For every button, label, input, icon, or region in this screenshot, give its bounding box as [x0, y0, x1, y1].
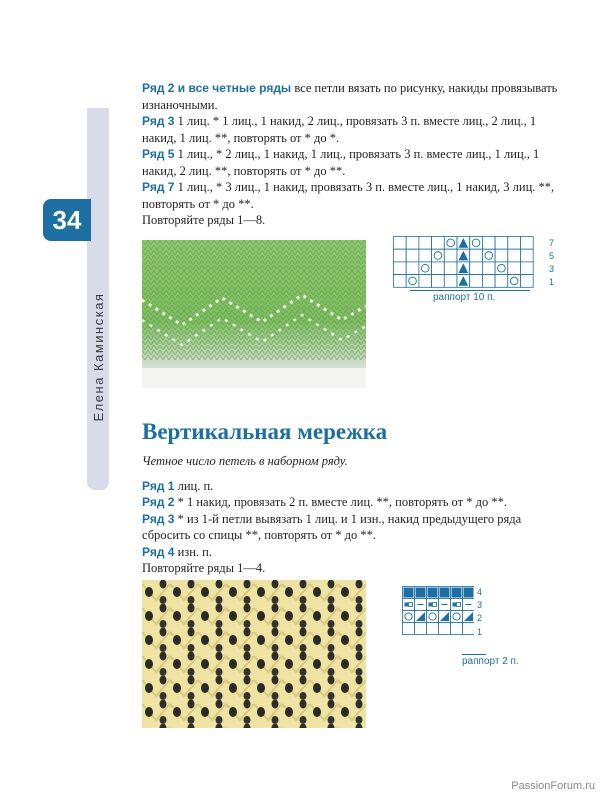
chart-cell — [394, 249, 407, 262]
purl-symbol — [416, 588, 426, 598]
chart-cell — [444, 262, 457, 275]
chart-cell — [444, 249, 457, 262]
repeat-note: Повторяйте ряды 1—8. — [142, 213, 266, 227]
chart-cell — [406, 249, 419, 262]
purl-symbol — [464, 588, 474, 598]
chart-cell — [463, 623, 475, 635]
purl-symbol — [440, 588, 450, 598]
chart-row-number: 3 — [549, 264, 555, 274]
chart-cell — [444, 237, 457, 250]
chart-cell — [482, 275, 495, 288]
chart-cell — [419, 249, 432, 262]
chart-cell — [432, 262, 445, 275]
chart-cell — [451, 623, 463, 635]
chart-row-number: 2 — [477, 613, 483, 623]
chart-cell — [432, 249, 445, 262]
chart-cell — [394, 262, 407, 275]
chart-cell — [470, 262, 483, 275]
chart-cell — [403, 623, 415, 635]
author-label: Елена Каминская — [90, 292, 106, 422]
chart-cell — [521, 275, 534, 288]
chart-cell — [432, 275, 445, 288]
chart-cell — [470, 237, 483, 250]
row-paragraph: Ряд 2 и все четные ряды все петли вязать по рисунку, накиды провязывать изнаночными. — [142, 81, 558, 112]
chart-cell — [419, 262, 432, 275]
rapport-caption: раппорт 10 п. — [433, 292, 496, 303]
knit-purl-symbol — [405, 603, 409, 607]
chart-cell — [406, 275, 419, 288]
yellow-mesh-photo — [142, 580, 366, 728]
knitting-chart-2 — [402, 586, 474, 640]
chart-cell — [508, 275, 521, 288]
chart-row-number: 1 — [477, 627, 483, 637]
chart-cell — [432, 237, 445, 250]
chart-cell — [451, 611, 463, 623]
chart-cell — [508, 249, 521, 262]
chart-cell — [495, 275, 508, 288]
chart-cell — [406, 237, 419, 250]
chart-cell — [482, 262, 495, 275]
purl-symbol — [404, 588, 414, 598]
chart-cell — [394, 275, 407, 288]
chart-cell — [508, 262, 521, 275]
chart-cell — [394, 237, 407, 250]
page-number: 34 — [43, 199, 91, 241]
chart-row-number: 1 — [549, 277, 555, 287]
chart-cell — [403, 611, 415, 623]
section1-text — [142, 80, 562, 229]
knit-purl-symbol — [429, 603, 433, 607]
chart-cell — [521, 249, 534, 262]
green-lace-photo — [142, 240, 366, 388]
row-paragraph: Ряд 7 1 лиц., * 3 лиц., 1 накид, провязать 3 п. вместе лиц., 1 накид, 3 лиц. **, повторять от * до **. — [142, 180, 555, 211]
chart-cell — [495, 237, 508, 250]
row-paragraph: Ряд 4 изн. п. — [142, 544, 212, 559]
repeat-note: Повторяйте ряды 1—4. — [142, 561, 266, 575]
chart-cell — [419, 275, 432, 288]
chart-cell — [419, 237, 432, 250]
row-paragraph: Ряд 5 1 лиц., * 2 лиц., 1 накид, 1 лиц., провязать 3 п. вместе лиц., 1 лиц., 1 накид, 2 лиц. **, повторять от * до **. — [142, 147, 540, 178]
section2-text — [142, 453, 562, 577]
chart-cell — [521, 262, 534, 275]
section-title: Вертикальная мережка — [142, 419, 388, 444]
row-paragraph: Ряд 1 лиц. п. — [142, 478, 214, 493]
row-paragraph: Ряд 3 * из 1-й петли вывязать 1 лиц. и 1 изн., накид предыдущего ряда сбросить со спицы **, повторять от * до **. — [142, 511, 522, 542]
row-paragraph: Ряд 3 1 лиц. * 1 лиц., 1 накид, 2 лиц., провязать 3 п. вместе лиц., 2 лиц., 1 накид, 1 лиц. **, повторять от * до *. — [142, 114, 537, 145]
rapport-bracket — [410, 290, 530, 291]
chart-cell — [439, 623, 451, 635]
watermark: PassionForum.ru — [511, 780, 595, 792]
chart-cell — [508, 237, 521, 250]
chart-row-number: 3 — [477, 600, 483, 610]
chart-cell — [470, 275, 483, 288]
chart-cell — [482, 249, 495, 262]
chart-cell — [427, 611, 439, 623]
chart-cell — [521, 237, 534, 250]
chart-cell — [415, 623, 427, 635]
chart-row-number: 5 — [549, 251, 555, 261]
row-paragraph: Ряд 2 * 1 накид, провязать 2 п. вместе лиц. **, повторять от * до **. — [142, 495, 507, 509]
chart-cell — [444, 275, 457, 288]
chart-cell — [406, 262, 419, 275]
chart-cell — [427, 623, 439, 635]
knit-purl-symbol — [453, 603, 457, 607]
chart-cell — [482, 237, 495, 250]
rapport-caption: раппорт 2 п. — [462, 656, 519, 667]
purl-symbol — [452, 588, 462, 598]
chart-cell — [495, 249, 508, 262]
chart-row-number: 4 — [477, 587, 483, 597]
subtitle: Четное число петель в наборном ряду. — [142, 454, 348, 468]
chart-cell — [470, 249, 483, 262]
chart-row-number: 7 — [549, 238, 555, 248]
knitting-chart-1 — [393, 236, 546, 290]
chart-cell — [495, 262, 508, 275]
purl-symbol — [428, 588, 438, 598]
rapport-bracket — [462, 654, 486, 655]
